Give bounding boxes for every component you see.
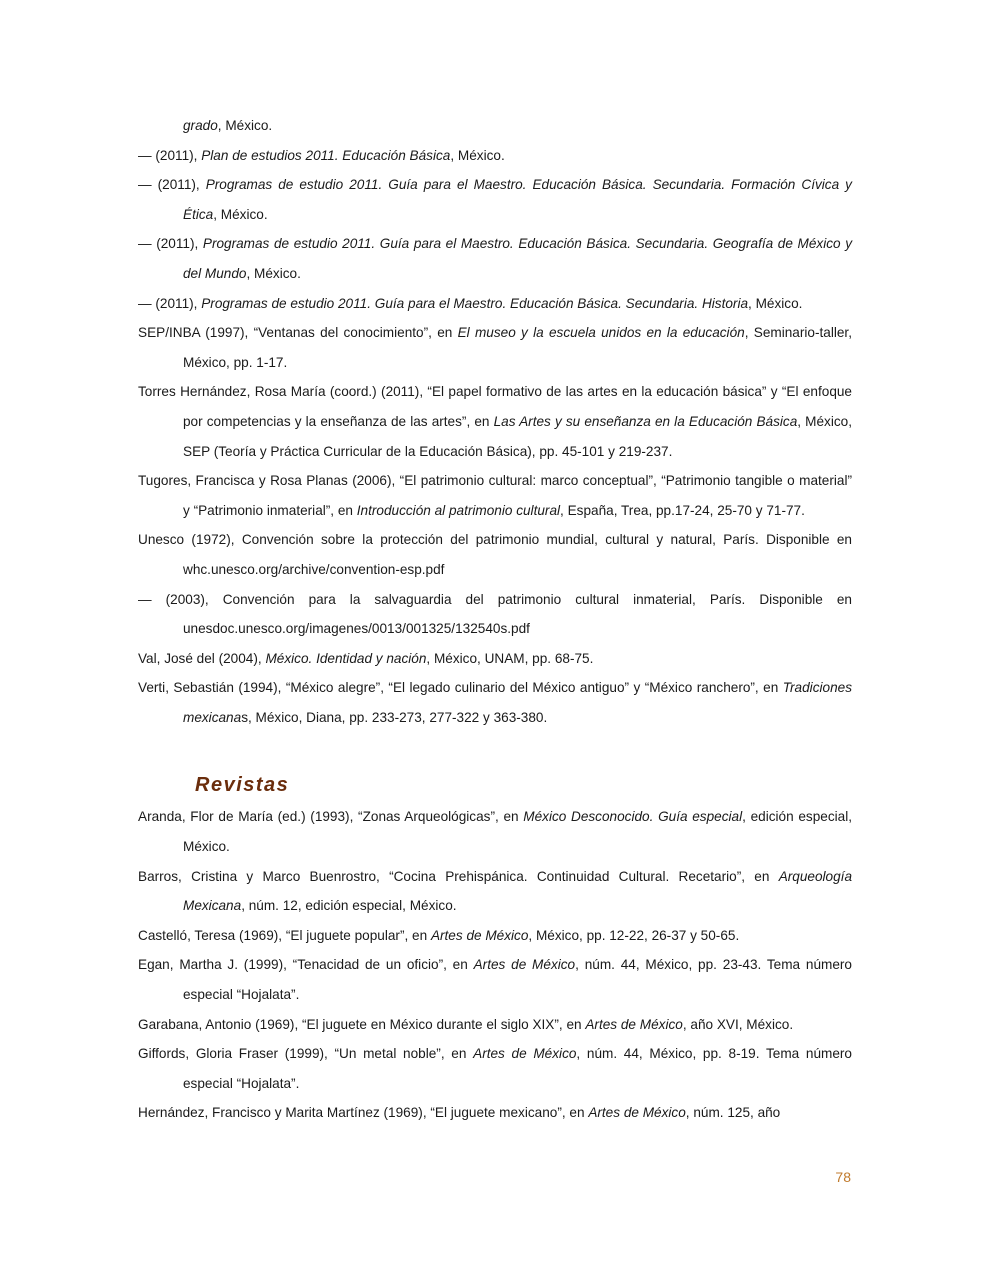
reference-title: El museo y la escuela unidos en la educación [457,325,745,341]
reference-title: Programas de estudio 2011. Guía para el Maestro. Educación Básica. Secundaria. Formación Cívica y Ética [183,177,852,222]
reference-entry [138,318,852,377]
reference-text: Castelló, Teresa (1969), “El juguete popular”, en [138,927,431,943]
reference-title: Artes de México [588,1105,686,1121]
reference-text: SEP/INBA (1997), “Ventanas del conocimiento”, en [138,325,458,341]
reference-title: Programas de estudio 2011. Guía para el Maestro. Educación Básica. Secundaria. Historia [201,295,749,311]
reference-entry [138,141,852,171]
reference-title: Introducción al patrimonio cultural [356,502,561,518]
reference-title: México. Identidad y nación [265,650,427,666]
journals-references-list [138,802,852,1128]
reference-title: grado [183,118,218,133]
reference-text: — (2011), [138,147,202,163]
reference-title: Arqueología Mexicana [183,868,852,914]
reference-title: Artes de México [585,1016,683,1032]
reference-text: , México, pp. 12-22, 26-37 y 50-65. [528,927,740,943]
reference-entry [138,673,852,732]
reference-text: Tugores, Francisca y Rosa Planas (2006), “El patrimonio cultural: marco conceptual”, “Patrimonio tangible o material” y “Patrimonio inmaterial”, en [138,473,852,518]
page-number: 78 [835,1169,851,1185]
reference-text: , núm. 44, México, pp. 8-19. Tema número especial “Hojalata”. [183,1046,852,1091]
reference-text: Barros, Cristina y Marco Buenrostro, “Cocina Prehispánica. Continuidad Cultural. Recetario”, en [138,868,779,884]
reference-text: , México. [246,265,301,281]
reference-title: Programas de estudio 2011. Guía para el Maestro. Educación Básica. Secundaria. Geografía de México y del Mundo [183,236,852,281]
reference-entry [138,1039,852,1098]
reference-entry [138,229,852,288]
reference-text: — (2003), Convención para la salvaguardia del patrimonio cultural inmaterial, París. Disponible en unesdoc.unesco.org/imagenes/0013/001325/132540s.pdf [138,591,852,637]
reference-entry [138,289,852,319]
reference-text: , México. [450,147,505,163]
references-list [138,111,852,732]
reference-entry [138,466,852,525]
reference-title: México Desconocido. Guía especial [523,809,743,825]
reference-text: — (2011), [138,295,202,311]
reference-title: Tradiciones mexicana [183,680,852,725]
reference-text: Hernández, Francisco y Marita Martínez (1969), “El juguete mexicano”, en [138,1105,589,1121]
reference-text: , Seminario-taller, México, pp. 1-17. [183,325,852,370]
reference-text: Aranda, Flor de María (ed.) (1993), “Zonas Arqueológicas”, en [138,809,524,825]
reference-text: , México. [748,295,803,311]
reference-text: , España, Trea, pp.17-24, 25-70 y 71-77. [560,502,805,518]
reference-text: , año XVI, México. [682,1016,794,1032]
reference-entry [138,950,852,1009]
reference-text: Egan, Martha J. (1999), “Tenacidad de un oficio”, en [138,957,474,973]
reference-title: Artes de México [473,957,576,973]
reference-text: , edición especial, México. [183,809,852,855]
reference-text: , México, SEP (Teoría y Práctica Curricular de la Educación Básica), pp. 45-101 y 219-237. [183,413,853,459]
reference-title: Plan de estudios 2011. Educación Básica [201,147,451,163]
reference-title: Artes de México [473,1046,577,1062]
reference-entry [138,1098,852,1128]
reference-text: , núm. 12, edición especial, México. [241,898,457,914]
reference-entry [138,862,852,921]
reference-text: s, México, Diana, pp. 233-273, 277-322 y 363-380. [241,709,548,725]
reference-text: , núm. 125, año [685,1105,781,1121]
reference-entry [138,525,852,584]
reference-text: Unesco (1972), Convención sobre la protección del patrimonio mundial, cultural y natural, París. Disponible en whc.unesco.org/archive/convention-esp.pdf [138,532,852,577]
reference-text: Verti, Sebastián (1994), “México alegre”, “El legado culinario del México antiguo” y “México ranchero”, en [138,680,783,696]
reference-text: Val, José del (2004), [138,650,266,666]
reference-text: , México. [217,118,273,133]
reference-text: Garabana, Antonio (1969), “El juguete en México durante el siglo XIX”, en [138,1016,586,1032]
reference-entry [138,1010,852,1040]
reference-text: Torres Hernández, Rosa María (coord.) (2011), “El papel formativo de las artes en la educación básica” y “El enfoque por competencias y la enseñanza de las artes”, en [138,384,852,429]
reference-entry [138,585,852,644]
reference-text: , México, UNAM, pp. 68-75. [426,650,594,666]
reference-entry [138,111,852,141]
reference-text: , núm. 44, México, pp. 23-43. Tema número especial “Hojalata”. [183,957,852,1003]
reference-text: Giffords, Gloria Fraser (1999), “Un metal noble”, en [138,1046,474,1062]
reference-title: Las Artes y su enseñanza en la Educación Básica [493,413,798,429]
reference-entry [138,921,852,951]
reference-text: , México. [213,206,268,222]
reference-entry [138,170,852,229]
section-heading: Revistas [195,774,290,797]
reference-text: — (2011), [138,236,203,252]
reference-entry [138,377,852,466]
reference-entry [138,644,852,674]
bibliography-page [138,111,852,1128]
reference-title: Artes de México [430,927,529,943]
reference-entry [138,802,852,861]
reference-text: — (2011), [138,177,206,193]
